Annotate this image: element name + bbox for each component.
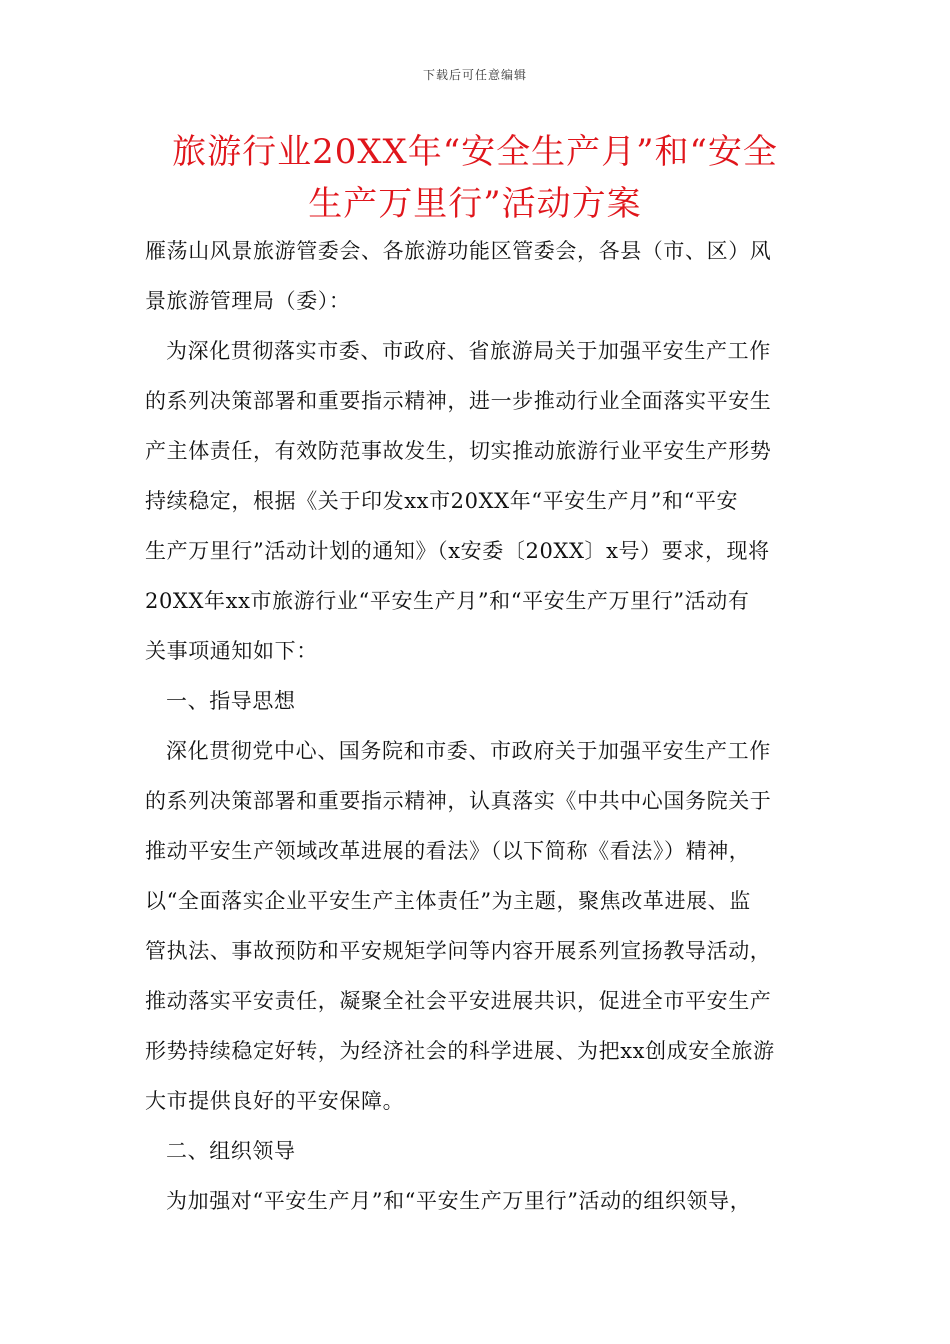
- body-line: 推动落实平安责任，凝聚全社会平安进展共识，促进全市平安生产: [145, 989, 772, 1013]
- body-line: 大市提供良好的平安保障。: [145, 1089, 405, 1113]
- section-heading: 一、指导思想: [166, 689, 296, 713]
- document-title: [130, 126, 820, 230]
- body-line: 生产万里行”活动计划的通知》（x安委〔20XX〕x号）要求，现将: [145, 539, 770, 563]
- body-line: 推动平安生产领域改革进展的看法》（以下简称《看法》）精神，: [145, 839, 751, 863]
- body-line: 产主体责任，有效防范事故发生，切实推动旅游行业平安生产形势: [145, 439, 772, 463]
- body-line: 关事项通知如下：: [145, 639, 318, 663]
- body-line: 雁荡山风景旅游管委会、各旅游功能区管委会，各县（市、区）风: [145, 239, 772, 263]
- body-line: 管执法、事故预防和平安规矩学问等内容开展系列宣扬教导活动，: [145, 939, 772, 963]
- document-body: [145, 226, 825, 1226]
- body-line: 为加强对“平安生产月”和“平安生产万里行”活动的组织领导，: [166, 1189, 752, 1213]
- section-heading: 二、组织领导: [166, 1139, 296, 1163]
- body-line: 形势持续稳定好转，为经济社会的科学进展、为把xx创成安全旅游: [145, 1039, 775, 1063]
- body-line: 的系列决策部署和重要指示精神，进一步推动行业全面落实平安生: [145, 389, 772, 413]
- body-line: 深化贯彻党中心、国务院和市委、市政府关于加强平安生产工作: [166, 739, 771, 763]
- body-line: 的系列决策部署和重要指示精神，认真落实《中共中心国务院关于: [145, 789, 772, 813]
- header-note: 下载后可任意编辑: [422, 68, 527, 82]
- body-line: 持续稳定，根据《关于印发xx市20XX年“平安生产月”和“平安: [145, 489, 739, 513]
- body-line: 以“全面落实企业平安生产主体责任”为主题，聚焦改革进展、监: [145, 889, 751, 913]
- title-line-2: 生产万里行”活动方案: [308, 184, 642, 224]
- body-line: 为深化贯彻落实市委、市政府、省旅游局关于加强平安生产工作: [166, 339, 771, 363]
- title-line-1: 旅游行业20XX年“安全生产月”和“安全: [172, 132, 778, 172]
- body-line: 景旅游管理局（委）：: [145, 289, 351, 313]
- body-line: 20XX年xx市旅游行业“平安生产月”和“平安生产万里行”活动有: [145, 589, 750, 613]
